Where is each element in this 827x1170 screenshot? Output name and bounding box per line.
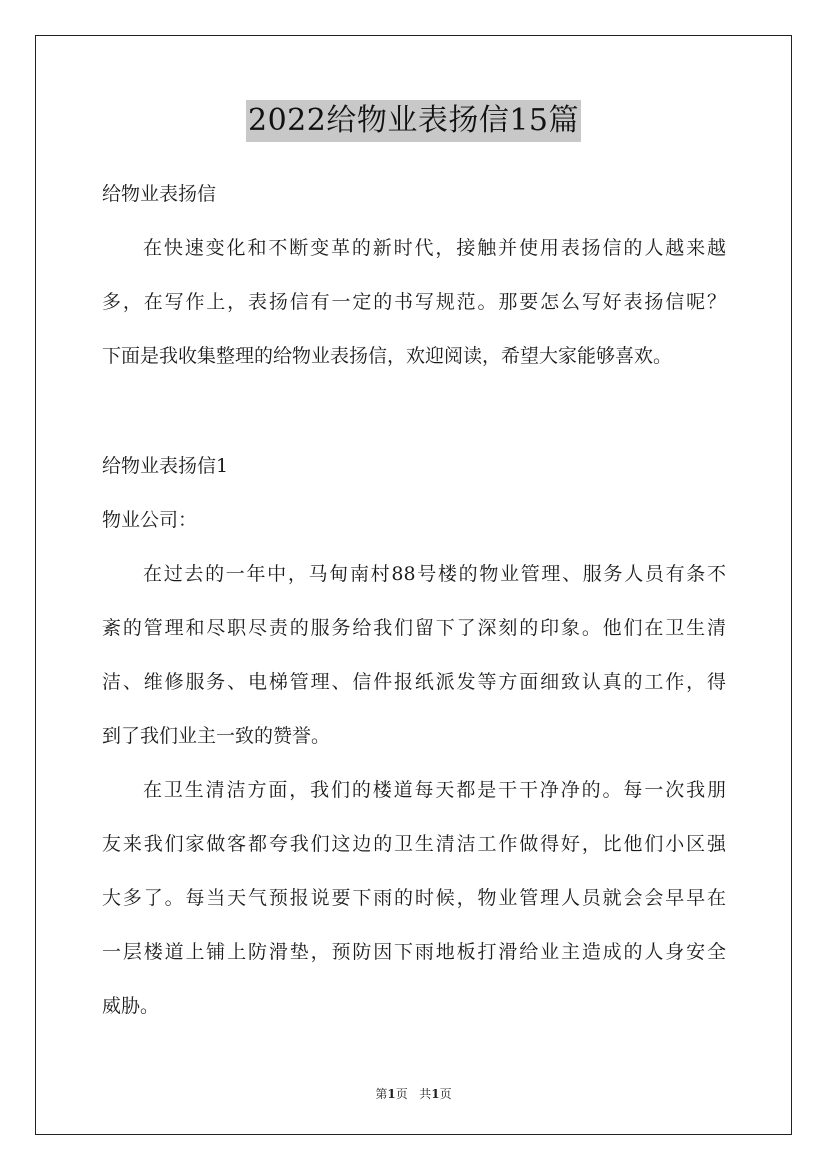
salutation: 物业公司：: [102, 509, 198, 531]
para1-line-2: 紊的管理和尽职尽责的服务给我们留下了深刻的印象。他们在卫生清: [102, 617, 726, 639]
para2-line-1: 在卫生清洁方面，我们的楼道每天都是干干净净的。每一次我朋: [143, 779, 726, 801]
footer-page-prefix: 第: [375, 1087, 388, 1101]
document-title: 2022给物业表扬信15篇: [246, 100, 581, 142]
title-container: [0, 100, 827, 142]
para2-line-4: 一层楼道上铺上防滑垫，预防因下雨地板打滑给业主造成的人身安全: [102, 941, 726, 963]
para1-line-4: 到了我们业主一致的赞誉。: [102, 725, 331, 747]
para2-line-5: 威胁。: [102, 995, 160, 1017]
page-footer: [0, 1085, 827, 1102]
footer-page-number: 1: [387, 1087, 396, 1101]
intro-line-2: 多，在写作上，表扬信有一定的书写规范。那要怎么写好表扬信呢？: [102, 291, 726, 313]
intro-line-1: 在快速变化和不断变革的新时代，接触并使用表扬信的人越来越: [143, 237, 726, 259]
para2-line-2: 友来我们家做客都夸我们这边的卫生清洁工作做得好，比他们小区强: [102, 833, 726, 855]
para1-line-1: 在过去的一年中，马甸南村88号楼的物业管理、服务人员有条不: [143, 563, 726, 585]
footer-total-suffix: 页: [439, 1087, 452, 1101]
footer-page-suffix: 页: [395, 1087, 408, 1101]
footer-total-prefix: 共: [419, 1087, 432, 1101]
para2-line-3: 大多了。每当天气预报说要下雨的时候，物业管理人员就会会早早在: [102, 887, 726, 909]
footer-total-number: 1: [431, 1087, 440, 1101]
intro-line-3: 下面是我收集整理的给物业表扬信，欢迎阅读，希望大家能够喜欢。: [102, 345, 673, 367]
section-heading-letter1: 给物业表扬信1: [102, 455, 229, 477]
section-heading-intro: 给物业表扬信: [102, 183, 217, 205]
para1-line-3: 洁、维修服务、电梯管理、信件报纸派发等方面细致认真的工作，得: [102, 671, 726, 693]
